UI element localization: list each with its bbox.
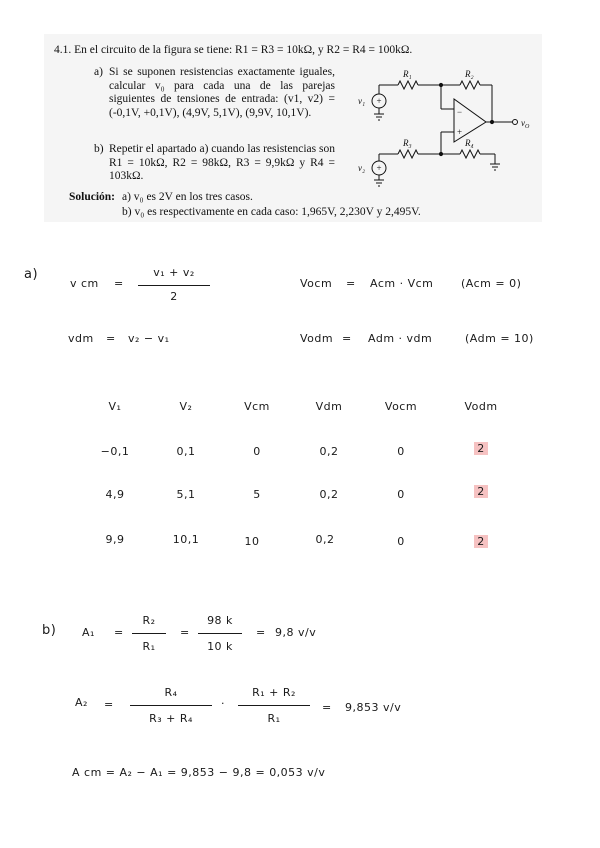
table-header: Vocm (384, 400, 418, 413)
svg-text:+: + (376, 96, 382, 106)
vdm-eq: = (106, 332, 116, 345)
a2-f2-num: R₁ + R₂ (252, 686, 296, 699)
table-cell: 0 (397, 535, 405, 548)
vodm-rhs: Adm · vdm (368, 332, 433, 345)
table-cell-highlight: 2 (459, 442, 503, 455)
vdm-lhs: vdm (68, 332, 94, 345)
part-b-text: Repetir el apartado a) cuando las resistencias son R1 = 10kΩ, R2 = 98kΩ, R3 = 9,9kΩ y R4 = 103kΩ. (109, 143, 335, 182)
table-cell: 0 (397, 488, 405, 501)
table-cell: 5 (253, 488, 261, 501)
part-b-label: b) (94, 143, 104, 155)
r1-resistor (398, 81, 418, 89)
adm-note: (Adm = 10) (465, 332, 534, 345)
a1-eq1: = (114, 626, 124, 639)
circuit-diagram (350, 64, 542, 190)
r2-label: R₂ (465, 69, 474, 79)
vcm-eq: = (114, 277, 124, 290)
a2-result: 9,853 v/v (345, 701, 402, 714)
svg-text:+: + (376, 163, 382, 173)
table-cell: 0 (253, 445, 261, 458)
solution-b: b) v₀ es respectivamente en cada caso: 1,965V, 2,230V y 2,495V. (122, 206, 421, 218)
table-header: Vcm (244, 400, 270, 413)
table-cell: 0 (397, 445, 405, 458)
v2-label: v₂ (358, 163, 366, 173)
part-a-text: Si se suponen resistencias exactamente iguales, calcular v₀ para cada una de las parejas siguientes de tensiones de entrada: (v1, v2) = (-0,1V, +0,1V), (4,9V, 5,1V), (9,9V, 10,1V). (109, 66, 335, 119)
a1-num: R₂ (142, 614, 156, 627)
svg-text:−: − (457, 107, 463, 117)
vocm-lhs: Vocm (300, 277, 333, 290)
acm-line: A cm = A₂ − A₁ = 9,853 − 9,8 = 0,053 v/v (72, 766, 326, 779)
a1-result: 9,8 v/v (275, 626, 317, 639)
solution-a: a) v₀ es 2V en los tres casos. (122, 191, 253, 203)
table-cell: 0,1 (176, 445, 196, 458)
a2-eq2: = (322, 701, 332, 714)
vcm-lhs: v cm (70, 277, 99, 290)
vdm-rhs: v₂ − v₁ (128, 332, 170, 345)
a2-lhs: A₂ (75, 696, 88, 709)
acm-note: (Acm = 0) (461, 277, 522, 290)
table-header: V₁ (108, 400, 122, 413)
table-cell-highlight: 2 (459, 485, 503, 498)
a2-dot: · (221, 697, 225, 710)
v1-label: v₁ (358, 96, 366, 106)
table-cell: 10 (244, 535, 260, 548)
solution-label: Solución: (69, 191, 116, 203)
a1-eq3: = (256, 626, 266, 639)
table-cell: 0,2 (319, 488, 339, 501)
r2-resistor (460, 81, 480, 89)
vcm-denominator: 2 (170, 290, 178, 303)
v1-source (372, 85, 386, 120)
vcm-numerator: v₁ + v₂ (153, 266, 195, 279)
table-cell: 5,1 (176, 488, 196, 501)
table-cell: 0,2 (319, 445, 339, 458)
table-cell: 9,9 (105, 533, 125, 546)
a2-f1-bar (130, 705, 212, 706)
part-a-label: a) (94, 66, 103, 78)
a1-num2: 98 k (207, 614, 233, 627)
r1-label: R₁ (403, 69, 412, 79)
r4-resistor (460, 150, 480, 158)
r3-label: R₃ (403, 138, 412, 148)
vodm-eq: = (342, 332, 352, 345)
vodm-lhs: Vodm (300, 332, 334, 345)
notes-a-label: a) (24, 267, 39, 282)
vo-label: $v_O$ (521, 118, 530, 130)
a1-den: R₁ (142, 640, 156, 653)
a2-f2-den: R₁ (267, 712, 281, 725)
svg-text:+: + (457, 127, 463, 137)
table-header: V₂ (179, 400, 193, 413)
r3-resistor (398, 150, 418, 158)
a2-eq1: = (104, 698, 114, 711)
notes-b-label: b) (42, 623, 57, 638)
a1-bar2 (198, 633, 242, 634)
table-cell: 10,1 (172, 533, 200, 546)
table-cell: −0,1 (100, 445, 130, 458)
vocm-rhs: Acm · Vcm (370, 277, 434, 290)
a1-den2: 10 k (207, 640, 233, 653)
r4-label: R₄ (465, 138, 474, 148)
a1-eq2: = (180, 626, 190, 639)
table-header: Vdm (315, 400, 343, 413)
a1-bar (132, 633, 166, 634)
table-cell-highlight: 2 (459, 535, 503, 548)
a2-f1-num: R₄ (164, 686, 178, 699)
table-cell: 4,9 (105, 488, 125, 501)
v2-source (372, 154, 386, 186)
vocm-eq: = (346, 277, 356, 290)
vcm-fraction-bar (138, 285, 210, 286)
table-cell: 0,2 (315, 533, 335, 546)
problem-heading: 4.1. En el circuito de la figura se tiene: R1 = R3 = 10kΩ, y R2 = R4 = 100kΩ. (54, 44, 413, 56)
a2-f1-den: R₃ + R₄ (149, 712, 193, 725)
a2-f2-bar (238, 705, 310, 706)
a1-lhs: A₁ (82, 626, 95, 639)
table-header: Vodm (464, 400, 498, 413)
